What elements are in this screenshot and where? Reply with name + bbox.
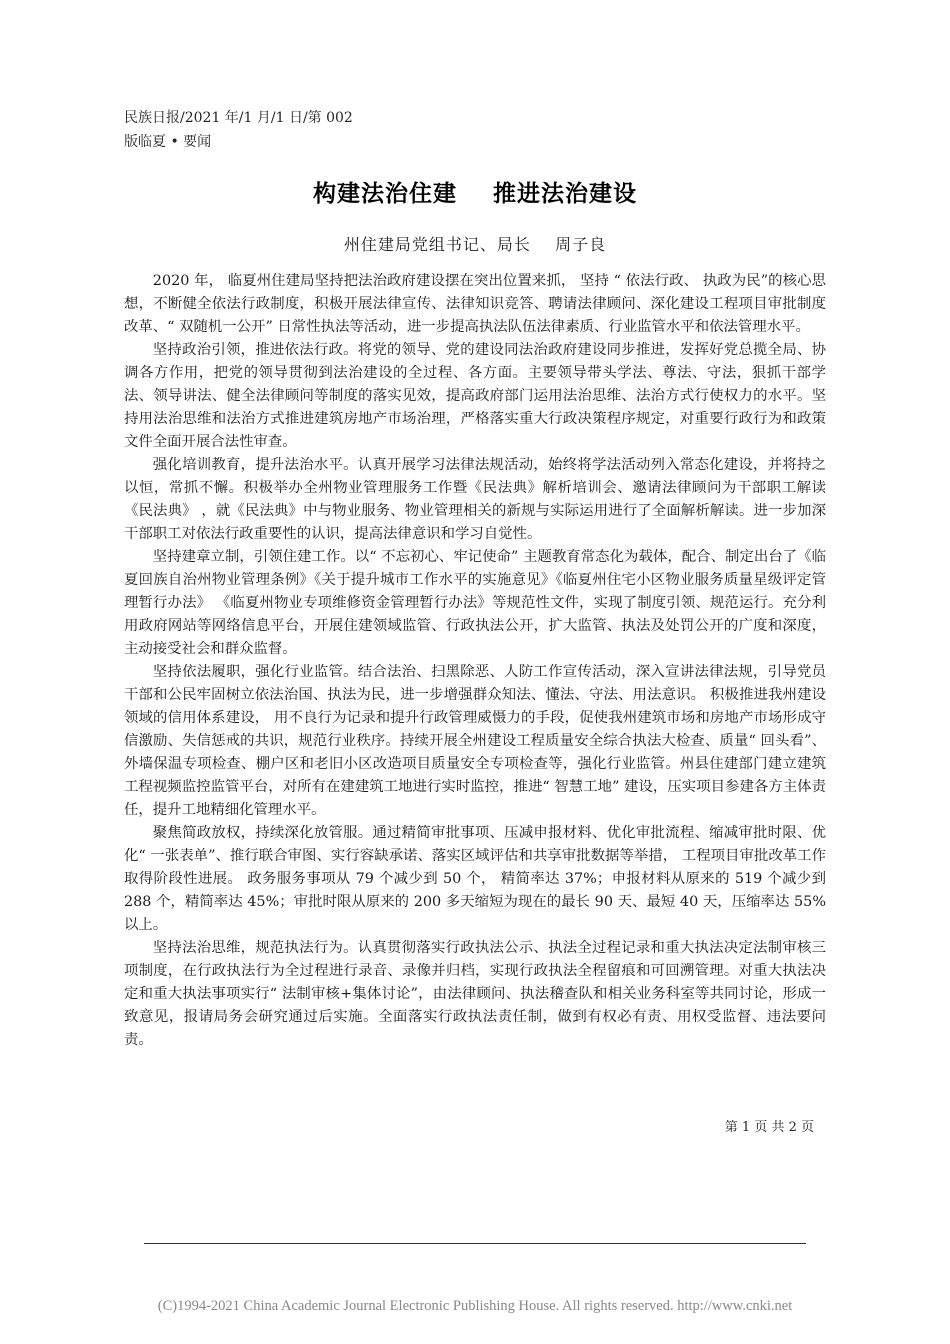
paragraph: 坚持政治引领，推进依法行政。将党的领导、党的建设同法治政府建设同步推进，发挥好党总揽全局、协调各方作用，把党的领导贯彻到法治建设的全过程、各方面。主要领导带头学法、尊法、守法，狠抓干部学法、领导讲法、健全法律顾问等制度的落实见效，提高政府部门运用法治思维、法治方式行使权力的水平。坚持用法治思维和法治方式推进建筑房地产市场治理，严格落实重大行政决策程序规定，对重要行政行为和政策文件全面开展合法性审查。 xyxy=(124,342,826,450)
paragraph: 聚焦简政放权，持续深化放管服。通过精简审批事项、压减申报材料、优化审批流程、缩减审批时限、优化“ 一张表单”、推行联合审图、实行容缺承诺、落实区域评估和共享审批数据等举措， 工程项目审批改革工作取得阶段性进展。 政务服务事项从 79 个减少到 50 个， 精简率达 37%；申报材料从原来的 519 个减少到 288 个，精简率达 45%；审批时限从原来的 200 多天缩短为现在的最长 90 天、最短 40 天，压缩率达 55%以上。 xyxy=(124,825,826,933)
paragraph: 坚持法治思维，规范执法行为。认真贯彻落实行政执法公示、执法全过程记录和重大执法决定法制审核三项制度，在行政执法行为全过程进行录音、录像并归档，实现行政执法全程留痕和可回溯管理。对重大执法决定和重大执法事项实行“ 法制审核+集体讨论”，由法律顾问、执法稽查队和相关业务科室等共同讨论，形成一致意见，报请局务会研究通过后实施。全面落实行政执法责任制，做到有权必有责、用权受监督、违法要问责。 xyxy=(124,940,826,1048)
paragraph: 2020 年， 临夏州住建局坚持把法治政府建设摆在突出位置来抓， 坚持 “ 依法行政、 执政为民”的核心思想，不断健全依法行政制度，积极开展法律宣传、法律知识竞答、聘请法律顾问、深化建设工程项目审批制度改革、“ 双随机一公开” 日常性执法等活动，进一步提高执法队伍法律素质、行业监管水平和依法管理水平。 xyxy=(124,273,826,335)
source-line-1: 民族日报/2021 年/1 月/1 日/第 002 xyxy=(124,110,353,126)
article-title: 构建法治住建 推进法治建设 xyxy=(312,181,638,207)
paragraph: 坚持依法履职，强化行业监管。结合法治、扫黑除恶、人防工作宣传活动，深入宣讲法律法规，引导党员干部和公民牢固树立依法治国、执法为民，进一步增强群众知法、懂法、守法、用法意识。 积极推进我州建设领域的信用体系建设， 用不良行为记录和提升行政管理威慑力的手段，促使我州建筑市场和房地产市场形成守信激励、失信惩戒的共识，规范行业秩序。持续开展全州建设工程质量安全综合执法大检查、质量“ 回头看”、外墙保温专项检查、棚户区和老旧小区改造项目质量安全专项检查等，强化行业监管。州县住建部门建立建筑工程视频监控监管平台，对所有在建建筑工地进行实时监控，推进“ 智慧工地” 建设，压实项目参建各方主体责任，提升工地精细化管理水平。 xyxy=(124,664,826,818)
article-author: 州住建局党组书记、局长 周子良 xyxy=(343,235,607,254)
copyright-footer: (C)1994-2021 China Academic Journal Electronic Publishing House. All rights reserved. http://www.cnki.net xyxy=(157,1298,793,1314)
paragraph: 坚持建章立制，引领住建工作。以“ 不忘初心、牢记使命” 主题教育常态化为载体，配合、制定出台了《临夏回族自治州物业管理条例》《关于提升城市工作水平的实施意见》《临夏州住宅小区物业服务质量星级评定管理暂行办法》 《临夏州物业专项维修资金管理暂行办法》等规范性文件，实现了制度引领、规范运行。充分利用政府网站等网络信息平台，开展住建领域监管、行政执法公开，扩大监管、执法及处罚公开的广度和深度，主动接受社会和群众监督。 xyxy=(124,549,826,657)
paragraph: 强化培训教育，提升法治水平。认真开展学习法律法规活动，始终将学法活动列入常态化建设，并将持之以恒，常抓不懈。积极举办全州物业管理服务工作暨《民法典》解析培训会、邀请法律顾问为干部职工解读《民法典》 ，就《民法典》中与物业服务、物业管理相关的新规与实际运用进行了全面解析解读。进一步加深干部职工对依法行政重要性的认识，提高法律意识和学习自觉性。 xyxy=(124,457,826,542)
source-info xyxy=(124,106,353,154)
page-number: 第 1 页 共 2 页 xyxy=(724,1120,814,1135)
source-line-2: 版临夏 • 要闻 xyxy=(124,134,212,150)
footer-divider xyxy=(144,1243,806,1244)
article-body xyxy=(124,270,826,1052)
